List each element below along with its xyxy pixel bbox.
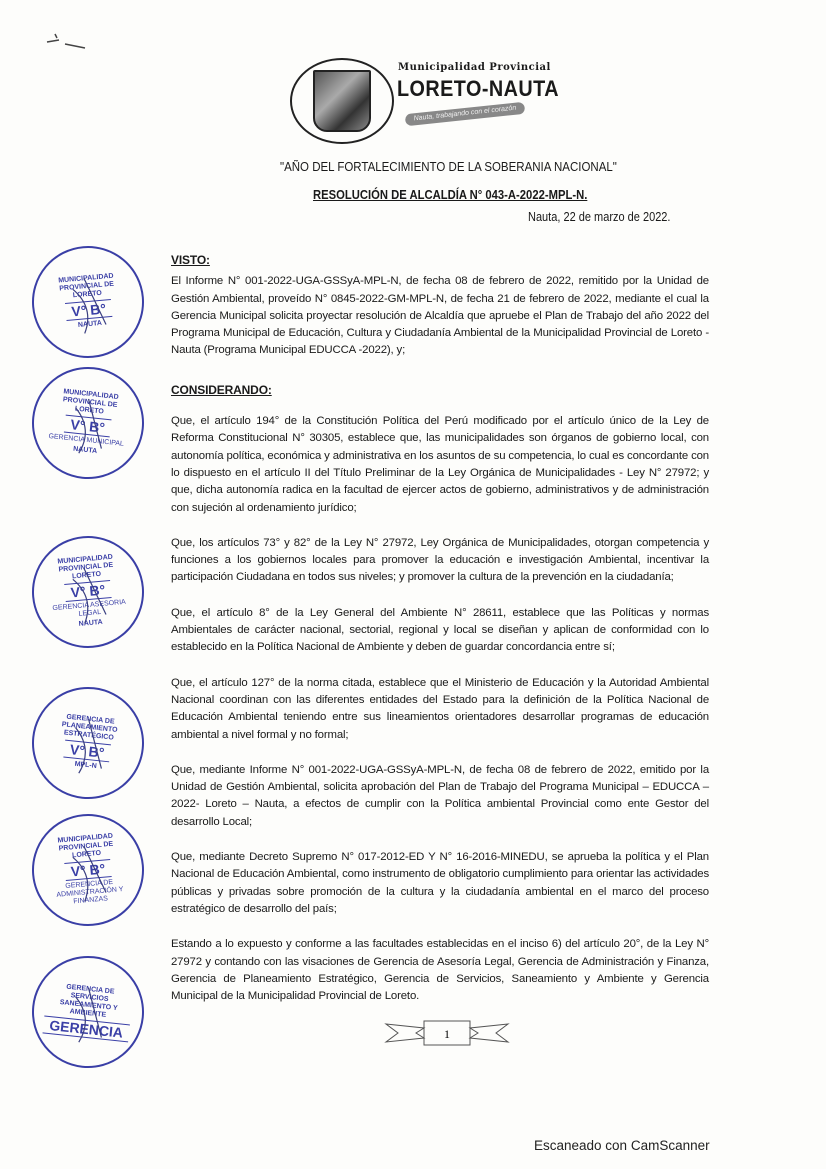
approval-stamp xyxy=(27,809,148,930)
approval-stamp xyxy=(26,361,149,484)
document-body xyxy=(171,252,709,1023)
year-motto: "AÑO DEL FORTALECIMIENTO DE LA SOBERANIA NACIONAL" xyxy=(280,160,617,174)
stamp-bottom-text: NAUTA xyxy=(78,618,103,628)
stamp-sub-text: GERENCIA DE ADMINISTRACIÓN Y FINANZAS xyxy=(56,878,124,906)
stamp-ring-text: MUNICIPALIDAD PROVINCIAL DE LORETO xyxy=(58,272,115,300)
logo-title: LORETO-NAUTA xyxy=(397,76,559,101)
considerando-paragraph: Estando a lo expuesto y conforme a las facultades establecidas en el inciso 6) del artículo 20°, de la Ley N° 27972 y contando con las visaciones de Gerencia de Asesoría Legal, Gerencia de Administración y Finanza, Gerencia de Planeamiento Estratégico, Gerencia de Servicios, Saneamiento y Ambiente y Gerencia Municipal de la Municipalidad Provincial de Loreto. xyxy=(171,938,709,1003)
considerando-paragraph: Que, el artículo 194° de la Constitución Política del Perú modificado por el artículo único de la Ley de Reforma Constitucional N° 30305, establece que, las municipalidades son órganos de gobierno local, con autonomía política, económica y administrativa en los asuntos de su competencia, lo cual es concordante con lo dispuesto en el artículo II del Título Preliminar de la Ley Orgánica de Municipalidades - Ley N° 27972; y que, dicha autonomía radica en la facultad de ejercer actos de gobierno, administrativos y de administración con sujeción al ordenamiento jurídico; xyxy=(171,415,709,514)
considerando-heading: CONSIDERANDO: xyxy=(171,382,272,397)
considerando-paragraph: Que, mediante Decreto Supremo N° 017-2012-ED Y N° 16-2016-MINEDU, se aprueba la política y el Plan Nacional de Educación Ambiental, como instrumento de obligatorio cumplimiento para orientar las actividades públicas y privadas sobre promoción de la cultura y la ciudadanía ambiental en el marco del proceso estratégico de desarrollo del país; xyxy=(171,851,709,915)
visto-heading: VISTO: xyxy=(171,253,210,267)
approval-stamp xyxy=(26,681,149,804)
considerando-paragraph: Que, el artículo 8° de la Ley General del Ambiente N° 28611, establece que las Políticas y normas Ambientales de carácter nacional, sectorial, regional y local se diseñan y aplican de conformidad con lo establecido en la Política Nacional de Ambiente y deben de guardar concordancia entre sí; xyxy=(171,606,709,654)
approval-stamp xyxy=(27,531,148,652)
considerando-paragraph: Que, el artículo 127° de la norma citada, establece que el Ministerio de Educación y la Autoridad Ambiental Nacional coordinan con las diferentes entidades del Estado para la definición de la Política Nacional de Educación Ambiental teniendo entre sus lineamientos orientadores desarrollar programas de educación ambiental a nivel formal y no formal; xyxy=(171,676,709,741)
stamp-center-text: V° B° xyxy=(64,580,112,602)
resolution-title: RESOLUCIÓN DE ALCALDÍA N° 043-A-2022-MPL-N. xyxy=(313,188,588,202)
stamp-sub-text: GERENCIA MUNICIPAL xyxy=(48,432,125,448)
stamp-bottom-text: NAUTA xyxy=(72,445,98,456)
stamp-ring-text: GERENCIA DE SERVICIOS SANEAMIENTO Y AMBIENTE xyxy=(59,983,118,1019)
visto-paragraph: El Informe N° 001-2022-UGA-GSSyA-MPL-N, de fecha 08 de febrero de 2022, remitido por la Unidad de Gestión Ambiental, proveído N° 0845-2022-GM-MPL-N, de fecha 21 de febrero de 2022, mediante el cual la Gerencia Municipal solicita proyectar resolución de Alcaldía que apruebe el Plan de Trabajo del año 2022 del Programa Municipal de Educación, Cultura y Ciudadanía Ambiental de la Municipalidad Provincial de Loreto - Nauta (Programa Municipal EDUCCA -2022), y; xyxy=(171,275,709,357)
stamp-bottom-text: MPL-N xyxy=(74,760,98,771)
stamp-center-text: GERENCIA xyxy=(43,1015,130,1042)
approval-stamp xyxy=(27,241,148,362)
stamp-ring-text: GERENCIA DE PLANEAMIENTO ESTRATÉGICO xyxy=(61,713,118,742)
stamp-ring-text: MUNICIPALIDAD PROVINCIAL DE LORETO xyxy=(57,553,114,581)
logo-ribbon: Nauta, trabajando con el corazón xyxy=(405,102,526,126)
pen-mark xyxy=(45,30,95,50)
stamp-sub-text: GERENCIA ASESORIA LEGAL xyxy=(52,598,127,618)
stamp-ring-text: MUNICIPALIDAD PROVINCIAL DE LORETO xyxy=(57,832,114,860)
page-number: 1 xyxy=(444,1027,450,1041)
stamp-ring-text: MUNICIPALIDAD PROVINCIAL DE LORETO xyxy=(62,388,119,416)
page-number-ornament xyxy=(384,1018,510,1048)
document-date: Nauta, 22 de marzo de 2022. xyxy=(528,210,671,224)
considerando-paragraph: Que, los artículos 73° y 82° de la Ley N° 27972, Ley Orgánica de Municipalidades, otorgan competencia y funciones a los gobiernos locales para promover la educación e investigación Ambiental, incentivar la participación Ciudadana en todos sus niveles; y promover la cultura de la prevención en la ciudadanía; xyxy=(171,536,709,584)
scanner-watermark: Escaneado con CamScanner xyxy=(534,1138,710,1153)
considerando-paragraph: Que, mediante Informe N° 001-2022-UGA-GSSyA-MPL-N, de fecha 08 de febrero de 2022, emitido por la Unidad de Gestión Ambiental, solicita aprobación del Plan de Trabajo del Programa Municipal – EDUCCA – 2022- Loreto – Nauta, a efectos de cumplir con la Política ambiental Provincial como ente Gestor del desarrollo Local; xyxy=(171,763,709,828)
logo-subtitle: Municipalidad Provincial xyxy=(398,62,551,73)
stamp-bottom-text: NAUTA xyxy=(77,319,103,329)
stamp-center-text: V° B° xyxy=(65,299,113,321)
stamp-center-text: V° B° xyxy=(64,859,112,881)
stamp-center-text: V° B° xyxy=(64,415,112,438)
approval-stamp xyxy=(26,950,149,1073)
municipal-crest-icon xyxy=(313,70,371,132)
stamp-center-text: V° B° xyxy=(63,740,111,763)
